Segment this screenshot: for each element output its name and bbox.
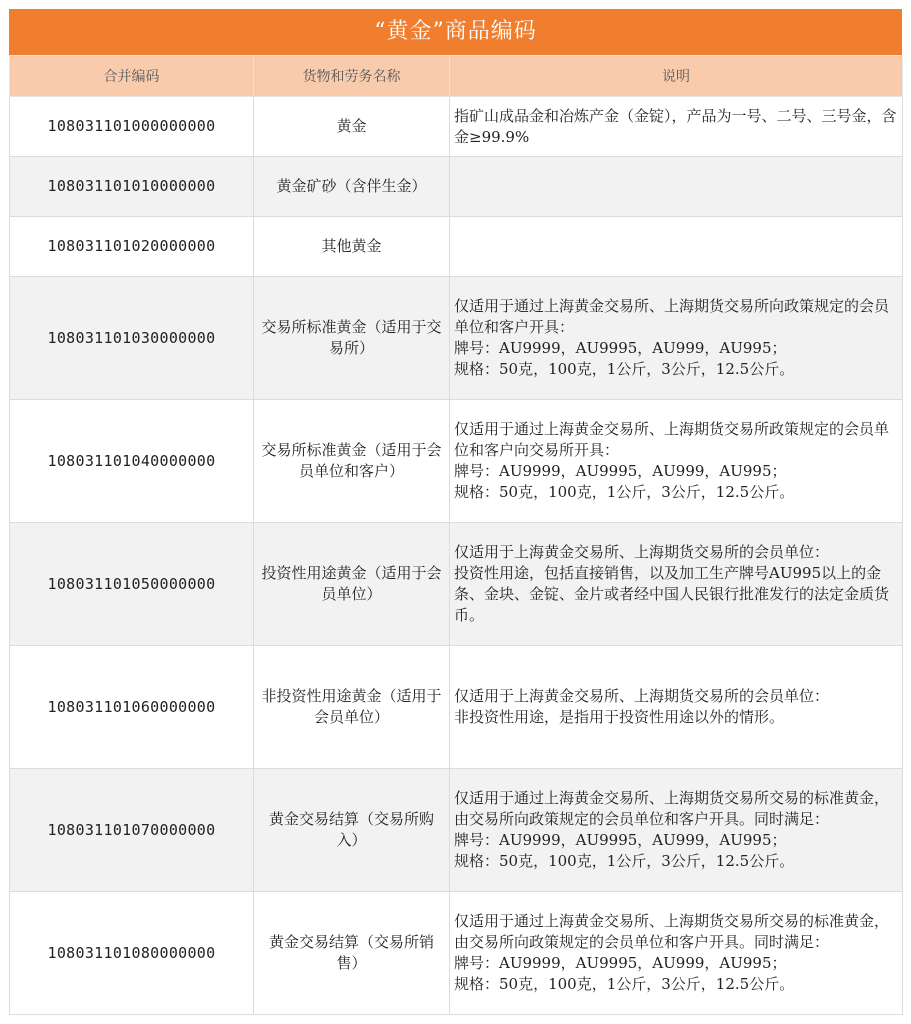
- header-desc: 说明: [450, 56, 903, 97]
- table-row: [10, 277, 903, 400]
- gold-code-table: [9, 55, 903, 1015]
- table-row: [10, 769, 903, 892]
- header-name: 货物和劳务名称: [254, 56, 450, 97]
- name-cell: 投资性用途黄金（适用于会员单位）: [254, 523, 450, 646]
- desc-cell: 仅适用于通过上海黄金交易所、上海期货交易所交易的标准黄金，由交易所向政策规定的会员单位和客户开具。同时满足： 牌号：AU9999，AU9995，AU999，AU995； 规格：50克，100克，1公斤，3公斤，12.5公斤。: [450, 892, 903, 1015]
- table-row: [10, 217, 903, 277]
- desc-cell: 仅适用于通过上海黄金交易所、上海期货交易所交易的标准黄金，由交易所向政策规定的会员单位和客户开具。同时满足： 牌号：AU9999，AU9995，AU999，AU995； 规格：50克，100克，1公斤，3公斤，12.5公斤。: [450, 769, 903, 892]
- desc-cell: 指矿山成品金和冶炼产金（金锭），产品为一号、二号、三号金，含金≥99.9%: [450, 97, 903, 157]
- code-cell: 108031101060000000: [10, 646, 254, 769]
- table-row: [10, 97, 903, 157]
- name-cell: 黄金交易结算（交易所销售）: [254, 892, 450, 1015]
- code-cell: 108031101000000000: [10, 97, 254, 157]
- desc-cell: 仅适用于上海黄金交易所、上海期货交易所的会员单位： 非投资性用途，是指用于投资性用途以外的情形。: [450, 646, 903, 769]
- desc-cell: 仅适用于通过上海黄金交易所、上海期货交易所向政策规定的会员单位和客户开具： 牌号：AU9999，AU9995，AU999，AU995； 规格：50克，100克，1公斤，3公斤，12.5公斤。: [450, 277, 903, 400]
- code-cell: 108031101020000000: [10, 217, 254, 277]
- code-cell: 108031101030000000: [10, 277, 254, 400]
- desc-cell: 仅适用于通过上海黄金交易所、上海期货交易所政策规定的会员单位和客户向交易所开具： 牌号：AU9999，AU9995，AU999，AU995； 规格：50克，100克，1公斤，3公斤，12.5公斤。: [450, 400, 903, 523]
- table-row: [10, 523, 903, 646]
- desc-cell: [450, 157, 903, 217]
- table-row: [10, 157, 903, 217]
- name-cell: 黄金: [254, 97, 450, 157]
- code-cell: 108031101050000000: [10, 523, 254, 646]
- name-cell: 交易所标准黄金（适用于会员单位和客户）: [254, 400, 450, 523]
- name-cell: 其他黄金: [254, 217, 450, 277]
- code-cell: 108031101040000000: [10, 400, 254, 523]
- desc-cell: 仅适用于上海黄金交易所、上海期货交易所的会员单位： 投资性用途，包括直接销售，以及加工生产牌号AU995以上的金条、金块、金锭、金片或者经中国人民银行批准发行的法定金质货币。: [450, 523, 903, 646]
- table-row: [10, 646, 903, 769]
- header-code: 合并编码: [10, 56, 254, 97]
- name-cell: 黄金交易结算（交易所购入）: [254, 769, 450, 892]
- name-cell: 黄金矿砂（含伴生金）: [254, 157, 450, 217]
- header-row: [10, 56, 903, 97]
- code-cell: 108031101010000000: [10, 157, 254, 217]
- table-row: [10, 892, 903, 1015]
- name-cell: 交易所标准黄金（适用于交易所）: [254, 277, 450, 400]
- table-title: “黄金”商品编码: [9, 9, 902, 55]
- desc-cell: [450, 217, 903, 277]
- name-cell: 非投资性用途黄金（适用于会员单位）: [254, 646, 450, 769]
- code-cell: 108031101070000000: [10, 769, 254, 892]
- table-row: [10, 400, 903, 523]
- code-cell: 108031101080000000: [10, 892, 254, 1015]
